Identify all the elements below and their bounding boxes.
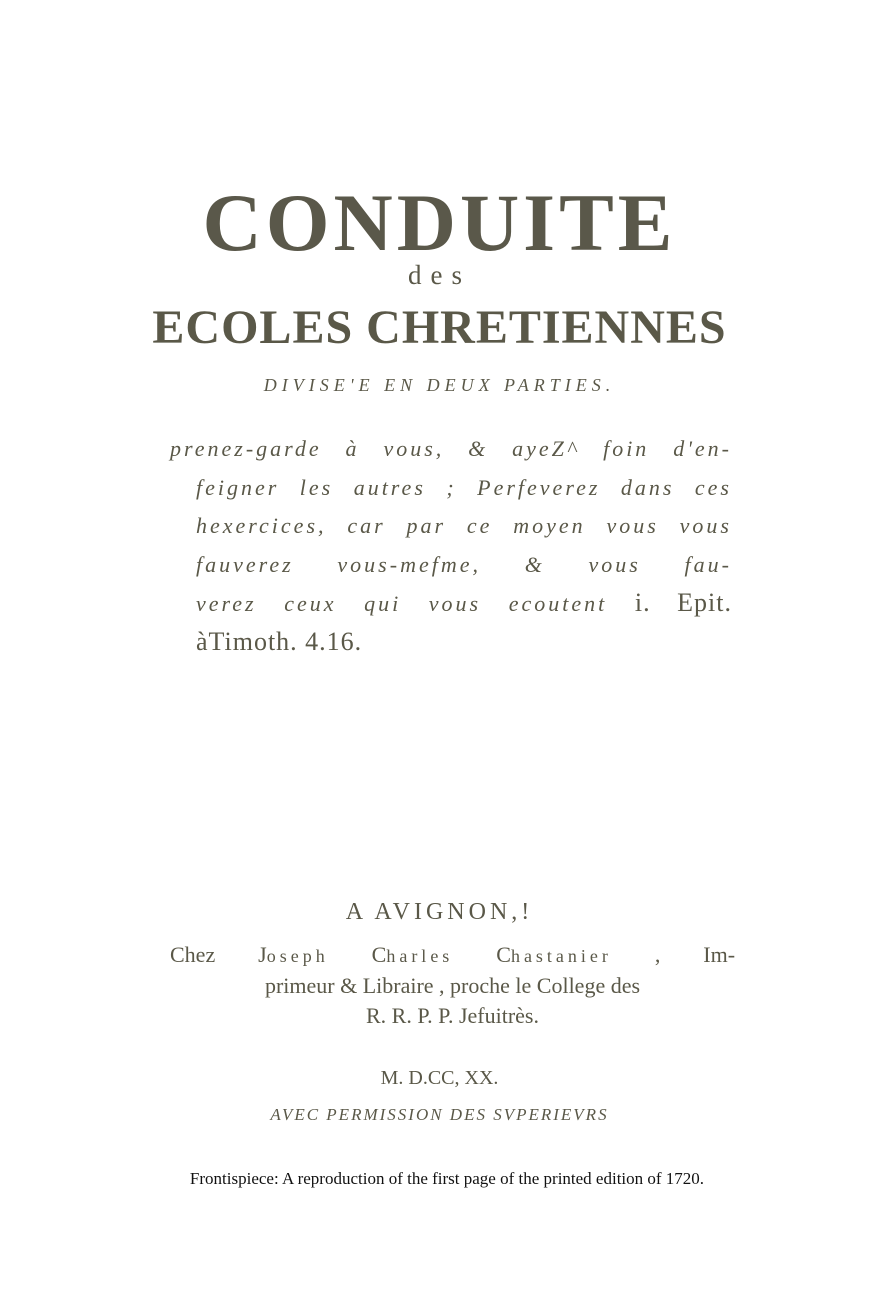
imprint-c1: C [371,942,387,967]
imprint-c2: C [496,942,511,967]
imprint-j: J [258,942,267,967]
quote-line-4: fauverez vous-mefme, & vous fau- [196,551,732,577]
title-des: des [408,260,471,290]
quote-reference: i. Epit. [634,588,733,617]
imprint-line-2: primeur & Libraire , proche le College des [264,973,641,998]
quote-line-1: prenez-garde à vous, & ayeZ^ foin d'en- [170,436,732,461]
imprint-line-3: R. R. P. P. Jefuitrès. [366,1003,539,1028]
subtitle-ecoles-chretiennes: ECOLES CHRETIENNES [152,301,727,354]
frontispiece-caption: Frontispiece: A reproduction of the first page of the printed edition of 1720. [189,1169,705,1188]
imprint-printer [170,940,735,1031]
imprint-harles: harles [386,946,454,966]
permission-line: AVEC PERMISSION DES SVPERIEVRS [270,1105,609,1124]
imprint-oseph: oseph [266,946,329,966]
quote-line-3: hexercices, car par ce moyen vous vous [196,513,732,538]
imprint-city: A AVIGNON,! [345,899,534,925]
publication-date: M. D.CC, XX. [380,1067,499,1089]
quote-line-6: àTimoth. 4.16. [196,626,363,656]
epigraph-quote [170,430,732,661]
imprint-chez: Chez [170,942,216,967]
imprint-line-1-end: , Im- [654,942,736,967]
quote-line-5-text: verez ceux qui vous ecoutent [196,591,608,616]
imprint-hastanier: hastanier [510,946,612,966]
quote-line-5 [170,584,732,623]
title-conduite: CONDUITE [202,177,677,268]
division-line: DIVISE'E EN DEUX PARTIES. [263,375,616,395]
quote-line-2: feigner les autres ; Perfeverez dans ces [196,474,732,500]
imprint-line-1 [170,940,735,971]
